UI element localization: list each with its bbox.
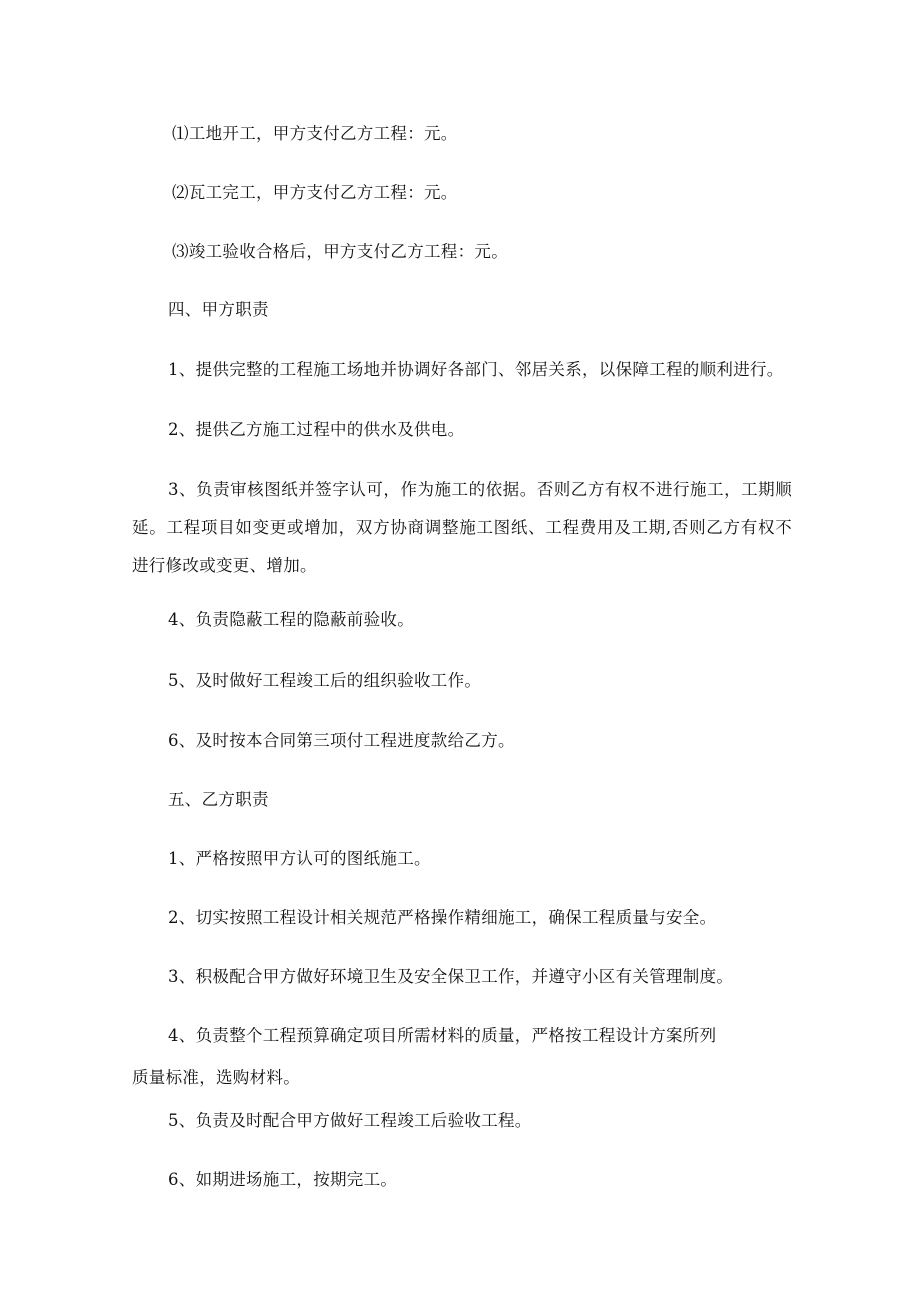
party-a-item-5: 5、及时做好工程竣工后的组织验收工作。 [168,671,482,690]
payment-item-3: ⑶竣工验收合格后，甲方支付乙方工程：元。 [172,242,508,261]
party-b-item-1: 1、严格按照甲方认可的图纸施工。 [168,849,431,868]
party-a-item-6: 6、及时按本合同第三项付工程进度款给乙方。 [168,731,515,750]
party-b-item-3: 3、积极配合甲方做好环境卫生及安全保卫工作，并遵守小区有关管理制度。 [168,967,734,986]
party-b-item-5: 5、负责及时配合甲方做好工程竣工后验收工程。 [168,1111,532,1130]
party-b-item-4: 4、负责整个工程预算确定项目所需材料的质量，严格按工程设计方案所列 [168,1026,717,1045]
party-a-item-4: 4、负责隐蔽工程的隐蔽前验收。 [168,610,414,629]
party-a-item-1: 1、提供完整的工程施工场地并协调好各部门、邻居关系，以保障工程的顺利进行。 [168,360,784,379]
payment-item-2: ⑵瓦工完工，甲方支付乙方工程：元。 [172,183,458,202]
party-b-item-4-continuation: 质量标准，选购材料。 [132,1068,300,1087]
party-a-item-3: 3、负责审核图纸并签字认可，作为施工的依据。否则乙方有权不进行施工，工期顺延。工程项目如变更或增加，双方协商调整施工图纸、工程费用及工期,否则乙方有权不进行修改或变更、增加。 [132,480,792,575]
party-a-item-2: 2、提供乙方施工过程中的供水及供电。 [168,420,465,439]
section-heading-party-a: 四、甲方职责 [168,300,269,319]
party-b-item-2: 2、切实按照工程设计相关规范严格操作精细施工，确保工程质量与安全。 [168,908,717,927]
party-b-item-6: 6、如期进场施工，按期完工。 [168,1170,398,1189]
payment-item-1: ⑴工地开工，甲方支付乙方工程：元。 [172,124,458,143]
section-heading-party-b: 五、乙方职责 [168,790,269,809]
